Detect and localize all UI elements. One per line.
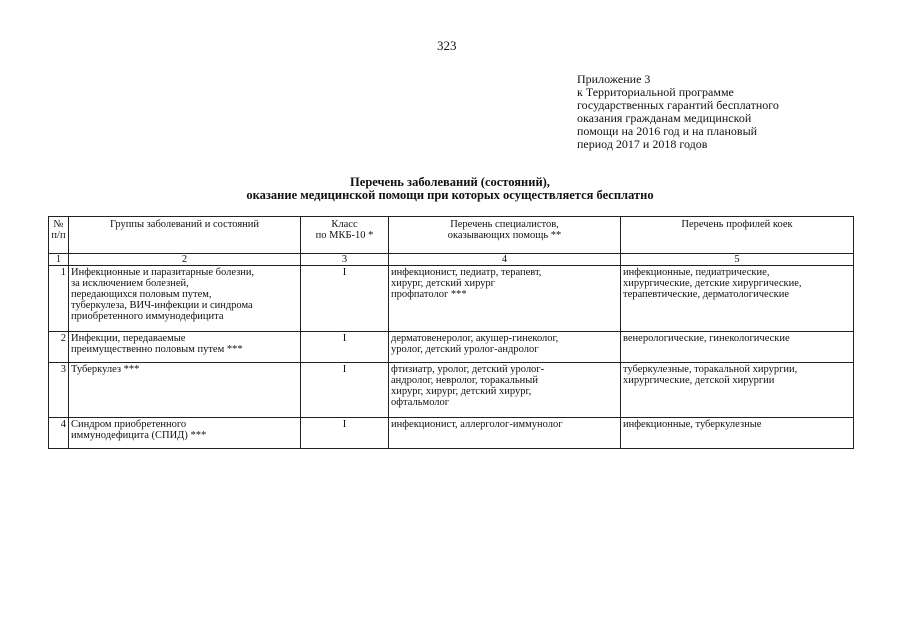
header-specialists: Перечень специалистов, оказывающих помощь ** [389, 217, 621, 254]
title-line-1: Перечень заболеваний (состояний), [350, 175, 550, 189]
table-row [49, 418, 854, 449]
appendix-line: оказания гражданам медицинской [577, 111, 752, 125]
disease-group: Инфекционные и паразитарные болезни, за исключением болезней, передающихся половым путем, туберкулеза, ВИЧ-инфекции и синдрома приобретенного иммунодефицита [69, 266, 301, 332]
header-row [49, 217, 854, 254]
document-title [150, 176, 750, 202]
column-number: 1 [49, 254, 69, 266]
column-number: 3 [301, 254, 389, 266]
column-number: 4 [389, 254, 621, 266]
icd-class: I [301, 363, 389, 418]
bed-profiles: инфекционные, педиатрические, хирургические, детские хирургические, терапевтические, дерматологические [621, 266, 854, 332]
header-class: Класс по МКБ-10 * [301, 217, 389, 254]
specialists: инфекционист, педиатр, терапевт, хирург, детский хирург профпатолог *** [389, 266, 621, 332]
appendix-line: период 2017 и 2018 годов [577, 137, 708, 151]
table-row [49, 363, 854, 418]
icd-class: I [301, 332, 389, 363]
appendix-line: государственных гарантий бесплатного [577, 98, 779, 112]
bed-profiles: инфекционные, туберкулезные [621, 418, 854, 449]
disease-group: Синдром приобретенного иммунодефицита (СПИД) *** [69, 418, 301, 449]
table-row [49, 266, 854, 332]
row-number: 2 [49, 332, 69, 363]
header-num: № п/п [49, 217, 69, 254]
diseases-table [48, 216, 854, 449]
column-number: 2 [69, 254, 301, 266]
appendix-line: Приложение 3 [577, 72, 651, 86]
appendix-line: к Территориальной программе [577, 85, 734, 99]
column-number-row [49, 254, 854, 266]
row-number: 1 [49, 266, 69, 332]
row-number: 4 [49, 418, 69, 449]
disease-group: Туберкулез *** [69, 363, 301, 418]
specialists: дерматовенеролог, акушер-гинеколог, уролог, детский уролог-андролог [389, 332, 621, 363]
disease-group: Инфекции, передаваемые преимущественно половым путем *** [69, 332, 301, 363]
title-line-2: оказание медицинской помощи при которых осуществляется бесплатно [246, 188, 654, 202]
appendix-line: помощи на 2016 год и на плановый [577, 124, 758, 138]
bed-profiles: венерологические, гинекологические [621, 332, 854, 363]
header-beds: Перечень профилей коек [621, 217, 854, 254]
icd-class: I [301, 418, 389, 449]
column-number: 5 [621, 254, 854, 266]
table-row [49, 332, 854, 363]
appendix-note [577, 73, 877, 151]
header-groups: Группы заболеваний и состояний [69, 217, 301, 254]
bed-profiles: туберкулезные, торакальной хирургии, хирургические, детской хирургии [621, 363, 854, 418]
icd-class: I [301, 266, 389, 332]
page-number: 323 [437, 38, 457, 53]
specialists: фтизиатр, уролог, детский уролог- андролог, невролог, торакальный хирург, хирург, детский хирург, офтальмолог [389, 363, 621, 418]
specialists: инфекционист, аллерголог-иммунолог [389, 418, 621, 449]
row-number: 3 [49, 363, 69, 418]
